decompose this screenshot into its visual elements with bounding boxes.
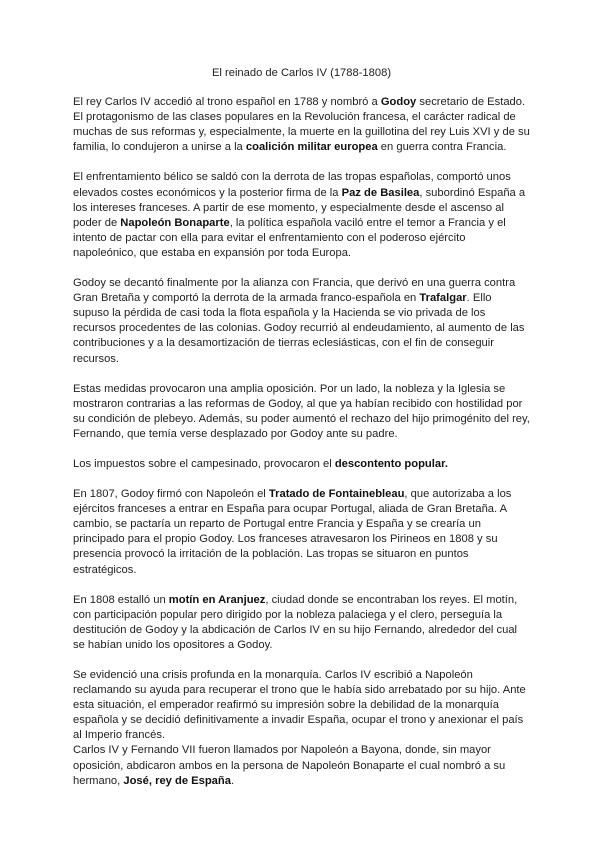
paragraph-bayona: [73, 743, 530, 788]
text-run: Carlos IV y Fernando VII fueron llamados por Napoleón a Bayona, donde, sin mayor oposición, abdicaron ambos en la persona de Napoleón Bonaparte el cual nombró a su hermano,: [73, 744, 506, 787]
text-run: En 1808 estalló un: [73, 593, 169, 606]
text-run: , ciudad donde se encontraban los reyes. El motín, con participación popular pero dirigido por la nobleza palaciega y el clero, perseguía la destitución de Godoy y la abdicación de Carlos IV en su hijo Fernando, alrededor del cual se habían unido los opositores a Godoy.: [73, 593, 518, 651]
bold-term: Tratado de Fontainebleau: [268, 488, 405, 501]
paragraph-war-outcome: [73, 170, 530, 261]
paragraph-opposition: [73, 382, 530, 442]
bold-term: Napoleón Bonaparte: [120, 216, 230, 229]
text-run: , que autorizaba a los ejércitos franceses a entrar en España para ocupar Portugal, aliada de Gran Bretaña. A cambio, se pactaría un reparto de Portugal entre Francia y España y se crearía un principado para el propio Godoy. Los franceses atravesaron los Pirineos en 1808 y su presencia provocó la irritación de la población. Las tropas se situaron en puntos estratégicos.: [73, 488, 512, 576]
bold-term: Godoy: [380, 96, 417, 109]
paragraph-crisis: [73, 668, 530, 743]
paragraph-taxes: [73, 457, 530, 472]
bold-term: descontento popular.: [334, 457, 448, 470]
text-run: El enfrentamiento bélico se saldó con la derrota de las tropas españolas, comportó unos elevados costes económicos y la posterior firma de la: [73, 171, 511, 199]
bold-term: motín en Aranjuez: [168, 593, 266, 606]
paragraph-accession: [73, 95, 530, 155]
text-run: secretario de Estado. El protagonismo de las clases populares en la Revolución francesa, el carácter radical de muchas de sus reformas y, especialmente, la muerte en la guillotina del rey Luis XVI y de su familia, lo condujeron a unirse a la: [73, 96, 530, 154]
bold-term: Paz de Basilea: [341, 186, 420, 199]
bold-term: José, rey de España: [123, 774, 231, 787]
bold-term: coalición militar europea: [245, 141, 378, 154]
text-run: Los impuestos sobre el campesinado, provocaron el: [73, 457, 335, 470]
text-run: Godoy se decantó finalmente por la alianza con Francia, que derivó en una guerra contra Gran Bretaña y comportó la derrota de la armada franco-española en: [73, 277, 516, 305]
paragraph-fontainebleau: [73, 487, 530, 578]
text-run: , subordinó España a los intereses franceses. A partir de ese momento, y especialmente desde el ascenso al poder de: [73, 186, 526, 229]
text-run: . Ello supuso la pérdida de casi toda la flota española y la Hacienda se vio privada de los recursos procedentes de las colonias. Godoy recurrió al endeudamiento, al aumento de las contribuciones y a la desamortización de tierras eclesiásticas, con el fin de conseguir recursos.: [73, 292, 525, 365]
bold-term: Trafalgar: [419, 292, 467, 305]
paragraph-trafalgar: [73, 276, 530, 367]
text-run: , la política española vaciló entre el temor a Francia y el intento de pactar con ella para evitar el enfrentamiento con el poderoso ejército napoleónico, que estaba en expansión por toda Europa.: [73, 216, 506, 259]
paragraph-aranjuez: [73, 593, 530, 653]
text-run: En 1807, Godoy firmó con Napoleón el: [73, 488, 269, 501]
text-run: El rey Carlos IV accedió al trono español en 1788 y nombró a: [73, 96, 381, 109]
text-run: Se evidenció una crisis profunda en la monarquía. Carlos IV escribió a Napoleón reclamando su ayuda para recuperar el trono que le había sido arrebatado por su hijo. Ante esta situación, el emperador reafirmó su impresión sobre la debilidad de la monarquía española y se decidió definitivamente a invadir España, ocupar el trono y anexionar el país al Imperio francés.: [73, 669, 526, 742]
document-title: El reinado de Carlos IV (1788-1808): [211, 67, 392, 79]
text-run: en guerra contra Francia.: [377, 141, 507, 154]
text-run: Estas medidas provocaron una amplia oposición. Por un lado, la nobleza y la Iglesia se mostraron contrarias a las reformas de Godoy, al que ya habían recibido con hostilidad por su condición de plebeyo. Además, su poder aumentó el rechazo del hijo primogénito del rey, Fernando, que temía verse desplazado por Godoy ante su padre.: [73, 382, 530, 440]
text-run: .: [230, 774, 235, 787]
